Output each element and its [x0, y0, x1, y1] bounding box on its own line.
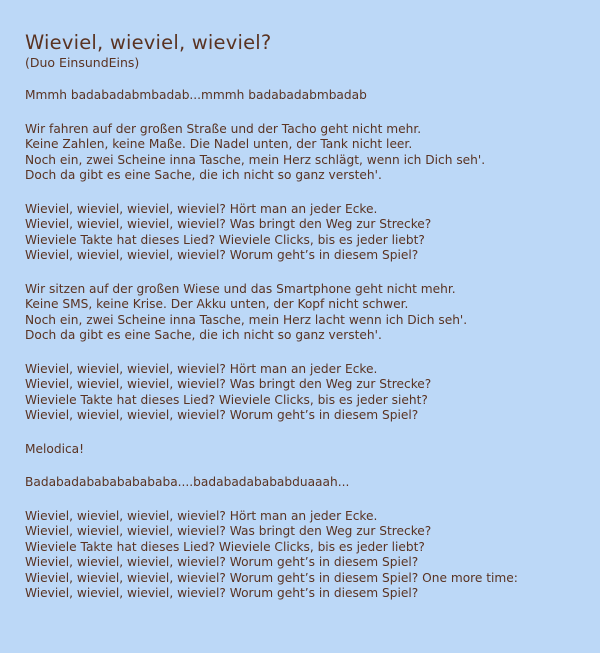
lyrics-stanza — [25, 442, 600, 458]
lyrics-stanza — [25, 362, 600, 424]
lyrics-line: Wieviel, wieviel, wieviel, wieviel? Worum geht’s in diesem Spiel? — [25, 555, 419, 569]
lyrics-line: Wieviel, wieviel, wieviel, wieviel? Worum geht’s in diesem Spiel? One more time: — [25, 570, 518, 585]
lyrics-line: Badabadababababababa....badabadabababduaaah... — [25, 475, 350, 489]
lyrics-line: Wieviel, wieviel, wieviel, wieviel? Hört man an jeder Ecke. — [25, 201, 378, 216]
lyrics-line: Wieviel, wieviel, wieviel, wieviel? Was bringt den Weg zur Strecke? — [25, 377, 432, 391]
lyrics-line: Mmmh badabadabmbadab...mmmh badabadabmbadab — [25, 88, 367, 102]
lyrics-line: Wieviele Takte hat dieses Lied? Wieviele Clicks, bis es jeder liebt? — [25, 539, 425, 554]
lyrics-line: Wieviel, wieviel, wieviel, wieviel? Hört man an jeder Ecke. — [25, 508, 378, 523]
lyrics-stanza — [25, 282, 600, 344]
lyrics-line: Keine SMS, keine Krise. Der Akku unten, der Kopf nicht schwer. — [25, 297, 409, 311]
lyrics-stanza — [25, 88, 600, 104]
lyrics-line: Noch ein, zwei Scheine inna Tasche, mein Herz lacht wenn ich Dich seh'. — [25, 312, 468, 327]
lyrics-line: Wir sitzen auf der großen Wiese und das Smartphone geht nicht mehr. — [25, 281, 456, 296]
lyrics-line: Doch da gibt es eine Sache, die ich nicht so ganz versteh'. — [25, 168, 382, 182]
lyrics-stanza — [25, 122, 600, 184]
lyrics-line: Wir fahren auf der großen Straße und der Tacho geht nicht mehr. — [25, 121, 422, 136]
song-artist: (Duo EinsundEins) — [25, 55, 140, 70]
lyrics-line: Wieviel, wieviel, wieviel, wieviel? Worum geht’s in diesem Spiel? — [25, 408, 419, 422]
lyrics-line: Wieviel, wieviel, wieviel, wieviel? Worum geht’s in diesem Spiel? — [25, 248, 419, 262]
lyrics-line: Doch da gibt es eine Sache, die ich nicht so ganz versteh'. — [25, 328, 382, 342]
lyrics-line: Wieviel, wieviel, wieviel, wieviel? Was bringt den Weg zur Strecke? — [25, 524, 432, 538]
lyrics-line: Melodica! — [25, 441, 85, 456]
lyrics-line: Noch ein, zwei Scheine inna Tasche, mein Herz schlägt, wenn ich Dich seh'. — [25, 152, 486, 167]
lyrics-stanza — [25, 202, 600, 264]
lyrics-line: Wieviele Takte hat dieses Lied? Wieviele Clicks, bis es jeder sieht? — [25, 392, 428, 407]
lyrics-stanza — [25, 509, 600, 602]
song-title: Wieviel, wieviel, wieviel? — [25, 31, 272, 54]
lyrics-line: Wieviel, wieviel, wieviel, wieviel? Worum geht’s in diesem Spiel? — [25, 586, 419, 600]
lyrics-line: Wieviel, wieviel, wieviel, wieviel? Hört man an jeder Ecke. — [25, 361, 378, 376]
lyrics-line: Keine Zahlen, keine Maße. Die Nadel unten, der Tank nicht leer. — [25, 137, 413, 151]
lyrics-body — [25, 88, 600, 602]
lyrics-line: Wieviel, wieviel, wieviel, wieviel? Was bringt den Weg zur Strecke? — [25, 217, 432, 231]
lyrics-line: Wieviele Takte hat dieses Lied? Wieviele Clicks, bis es jeder liebt? — [25, 232, 425, 247]
lyrics-stanza — [25, 475, 600, 491]
